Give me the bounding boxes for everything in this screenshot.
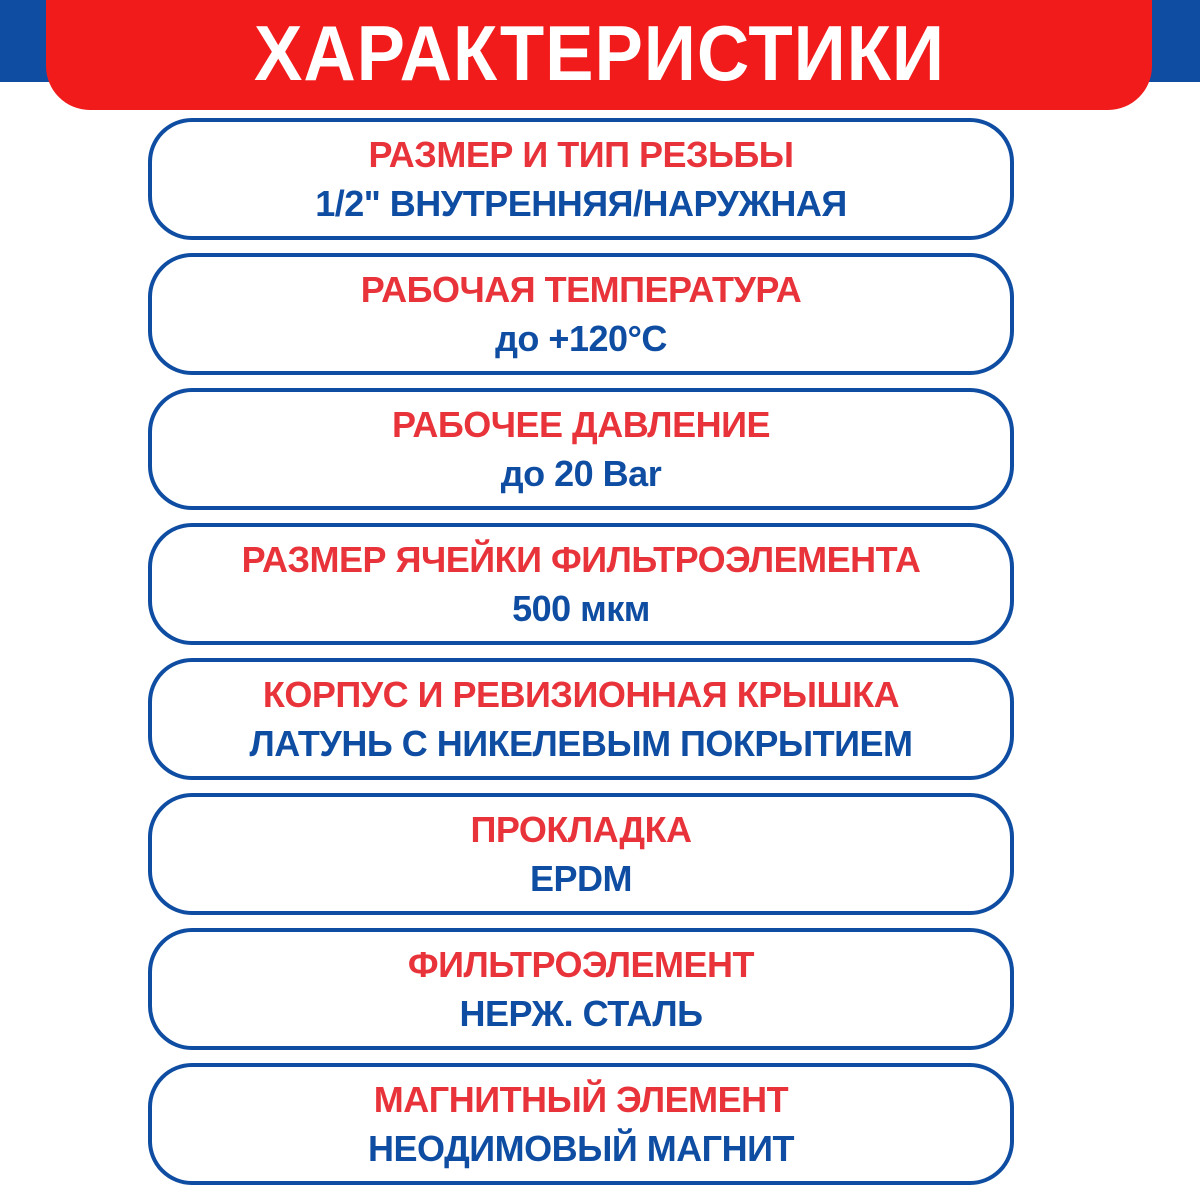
spec-label: РАЗМЕР ЯЧЕЙКИ ФИЛЬТРОЭЛЕМЕНТА (241, 538, 921, 580)
spec-card-mesh-size (148, 523, 1014, 645)
header-banner (46, 0, 1152, 110)
spec-label: РАБОЧАЯ ТЕМПЕРАТУРА (360, 268, 802, 310)
spec-label: ФИЛЬТРОЭЛЕМЕНТ (407, 943, 755, 985)
spec-label: ПРОКЛАДКА (470, 808, 692, 850)
page-title: ХАРАКТЕРИСТИКИ (253, 9, 945, 97)
spec-card-pressure (148, 388, 1014, 510)
spec-value: 500 мкм (512, 588, 650, 629)
spec-value: EPDM (529, 858, 632, 899)
spec-value: НЕОДИМОВЫЙ МАГНИТ (368, 1128, 794, 1169)
spec-label: КОРПУС И РЕВИЗИОННАЯ КРЫШКА (262, 673, 900, 715)
spec-card-magnet (148, 1063, 1014, 1185)
spec-value: НЕРЖ. СТАЛЬ (459, 993, 703, 1034)
spec-value: 1/2" ВНУТРЕННЯЯ/НАРУЖНАЯ (315, 183, 847, 224)
spec-value: до +120°С (495, 318, 667, 359)
spec-label: РАЗМЕР И ТИП РЕЗЬБЫ (368, 133, 794, 175)
spec-card-temperature (148, 253, 1014, 375)
spec-card-thread (148, 118, 1014, 240)
spec-label: МАГНИТНЫЙ ЭЛЕМЕНТ (373, 1078, 789, 1120)
spec-value: ЛАТУНЬ С НИКЕЛЕВЫМ ПОКРЫТИЕМ (249, 723, 913, 764)
spec-value: до 20 Bar (500, 453, 662, 494)
spec-card-gasket (148, 793, 1014, 915)
spec-card-filter-element (148, 928, 1014, 1050)
spec-card-body (148, 658, 1014, 780)
spec-label: РАБОЧЕЕ ДАВЛЕНИЕ (392, 403, 770, 445)
